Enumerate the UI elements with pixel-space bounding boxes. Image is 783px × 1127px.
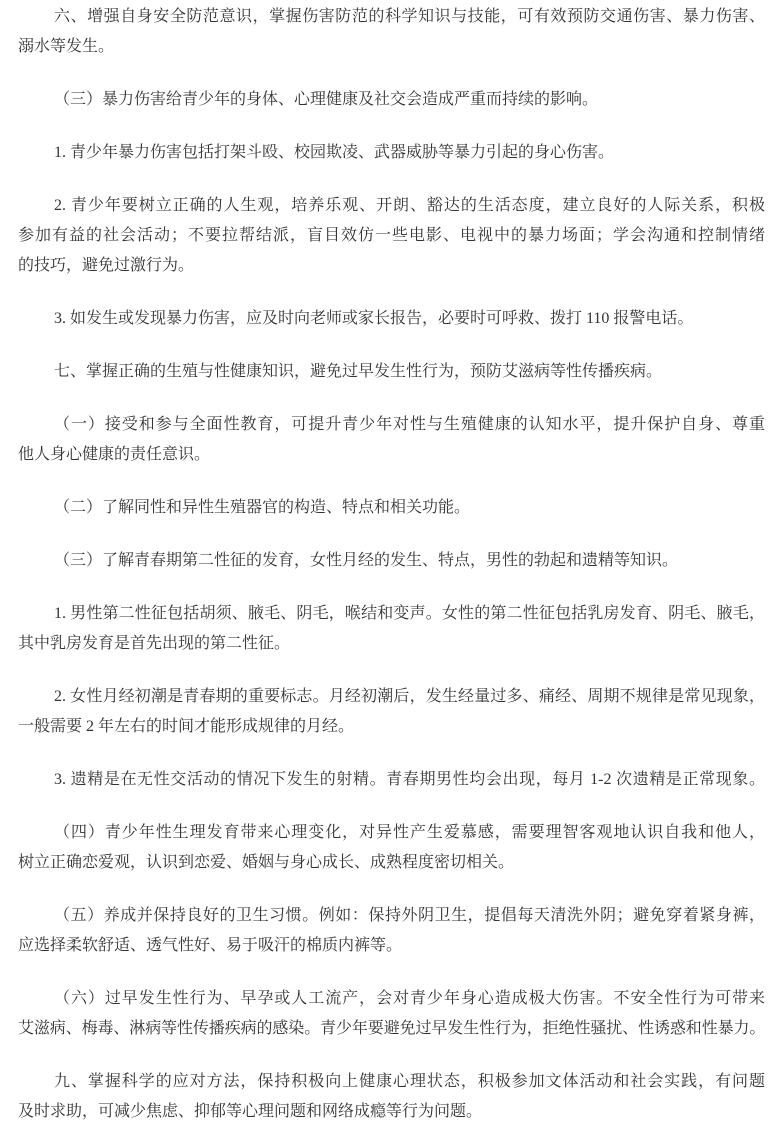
- subsection-paragraph: [18, 901, 765, 961]
- paragraph-line: （四）青少年性生理发育带来心理变化，对异性产生爱慕感，需要理智客观地认识自我和他人，: [54, 824, 765, 841]
- paragraph-line: 参加有益的社会活动；不要拉帮结派，盲目效仿一些电影、电视中的暴力场面；学会沟通和控制情绪: [18, 227, 765, 244]
- numbered-item: [18, 304, 765, 334]
- paragraph-line: 其中乳房发育是首先出现的第二性征。: [18, 635, 291, 652]
- section-paragraph: [18, 2, 765, 62]
- paragraph-line: 2. 青少年要树立正确的人生观，培养乐观、开朗、豁达的生活态度，建立良好的人际关系，积极: [54, 197, 765, 214]
- document-body: [18, 2, 765, 1127]
- paragraph-line: 应选择柔软舒适、透气性好、易于吸汗的棉质内裤等。: [18, 937, 403, 954]
- paragraph-line: （六）过早发生性行为、早孕或人工流产，会对青少年身心造成极大伤害。不安全性行为可带来: [54, 990, 765, 1007]
- paragraph-line: 及时求助，可减少焦虑、抑郁等心理问题和网络成瘾等行为问题。: [18, 1103, 483, 1120]
- subsection-paragraph: [18, 984, 765, 1044]
- paragraph-line: （五）养成并保持良好的卫生习惯。例如：保持外阴卫生，提倡每天清洗外阴；避免穿着紧身裤，: [54, 907, 765, 924]
- subsection-paragraph: [18, 85, 765, 115]
- paragraph-line: 2. 女性月经初潮是青春期的重要标志。月经初潮后，发生经量过多、痛经、周期不规律是常见现象，: [54, 688, 765, 705]
- section-paragraph: [18, 1067, 765, 1127]
- section-paragraph: [18, 357, 765, 387]
- numbered-item: [18, 191, 765, 281]
- paragraph-line: 七、掌握正确的生殖与性健康知识，避免过早发生性行为，预防艾滋病等性传播疾病。: [54, 363, 663, 380]
- subsection-paragraph: [18, 546, 765, 576]
- paragraph-line: 他人身心健康的责任意识。: [18, 446, 211, 463]
- paragraph-line: （三）暴力伤害给青少年的身体、心理健康及社交会造成严重而持续的影响。: [54, 91, 599, 108]
- paragraph-line: 树立正确恋爱观，认识到恋爱、婚姻与身心成长、成熟程度密切相关。: [18, 854, 515, 871]
- numbered-item: [18, 138, 765, 168]
- paragraph-line: （三）了解青春期第二性征的发育，女性月经的发生、特点，男性的勃起和遗精等知识。: [54, 552, 679, 569]
- subsection-paragraph: [18, 410, 765, 470]
- paragraph-line: 艾滋病、梅毒、淋病等性传播疾病的感染。青少年要避免过早发生性行为，拒绝性骚扰、性诱惑和性暴力。: [18, 1020, 765, 1037]
- numbered-item: [18, 682, 765, 742]
- paragraph-line: 溺水等发生。: [18, 38, 115, 55]
- paragraph-line: 的技巧，避免过激行为。: [18, 257, 195, 274]
- subsection-paragraph: [18, 818, 765, 878]
- paragraph-line: 3. 遗精是在无性交活动的情况下发生的射精。青春期男性均会出现，每月 1-2 次遗精是正常现象。: [54, 771, 765, 788]
- paragraph-line: （二）了解同性和异性生殖器官的构造、特点和相关功能。: [54, 499, 471, 516]
- paragraph-line: 1. 男性第二性征包括胡须、腋毛、阴毛，喉结和变声。女性的第二性征包括乳房发育、阴毛、腋毛，: [54, 605, 765, 622]
- subsection-paragraph: [18, 493, 765, 523]
- numbered-item: [18, 765, 765, 795]
- paragraph-line: （一）接受和参与全面性教育，可提升青少年对性与生殖健康的认知水平，提升保护自身、尊重: [54, 416, 765, 433]
- paragraph-line: 1. 青少年暴力伤害包括打架斗殴、校园欺凌、武器威胁等暴力引起的身心伤害。: [54, 144, 615, 161]
- paragraph-line: 一般需要 2 年左右的时间才能形成规律的月经。: [18, 718, 355, 735]
- numbered-item: [18, 599, 765, 659]
- paragraph-line: 六、增强自身安全防范意识，掌握伤害防范的科学知识与技能，可有效预防交通伤害、暴力伤害、: [54, 8, 765, 25]
- paragraph-line: 九、掌握科学的应对方法，保持积极向上健康心理状态，积极参加文体活动和社会实践，有问题: [54, 1073, 765, 1090]
- paragraph-line: 3. 如发生或发现暴力伤害，应及时向老师或家长报告，必要时可呼救、拨打 110 报警电话。: [54, 310, 694, 327]
